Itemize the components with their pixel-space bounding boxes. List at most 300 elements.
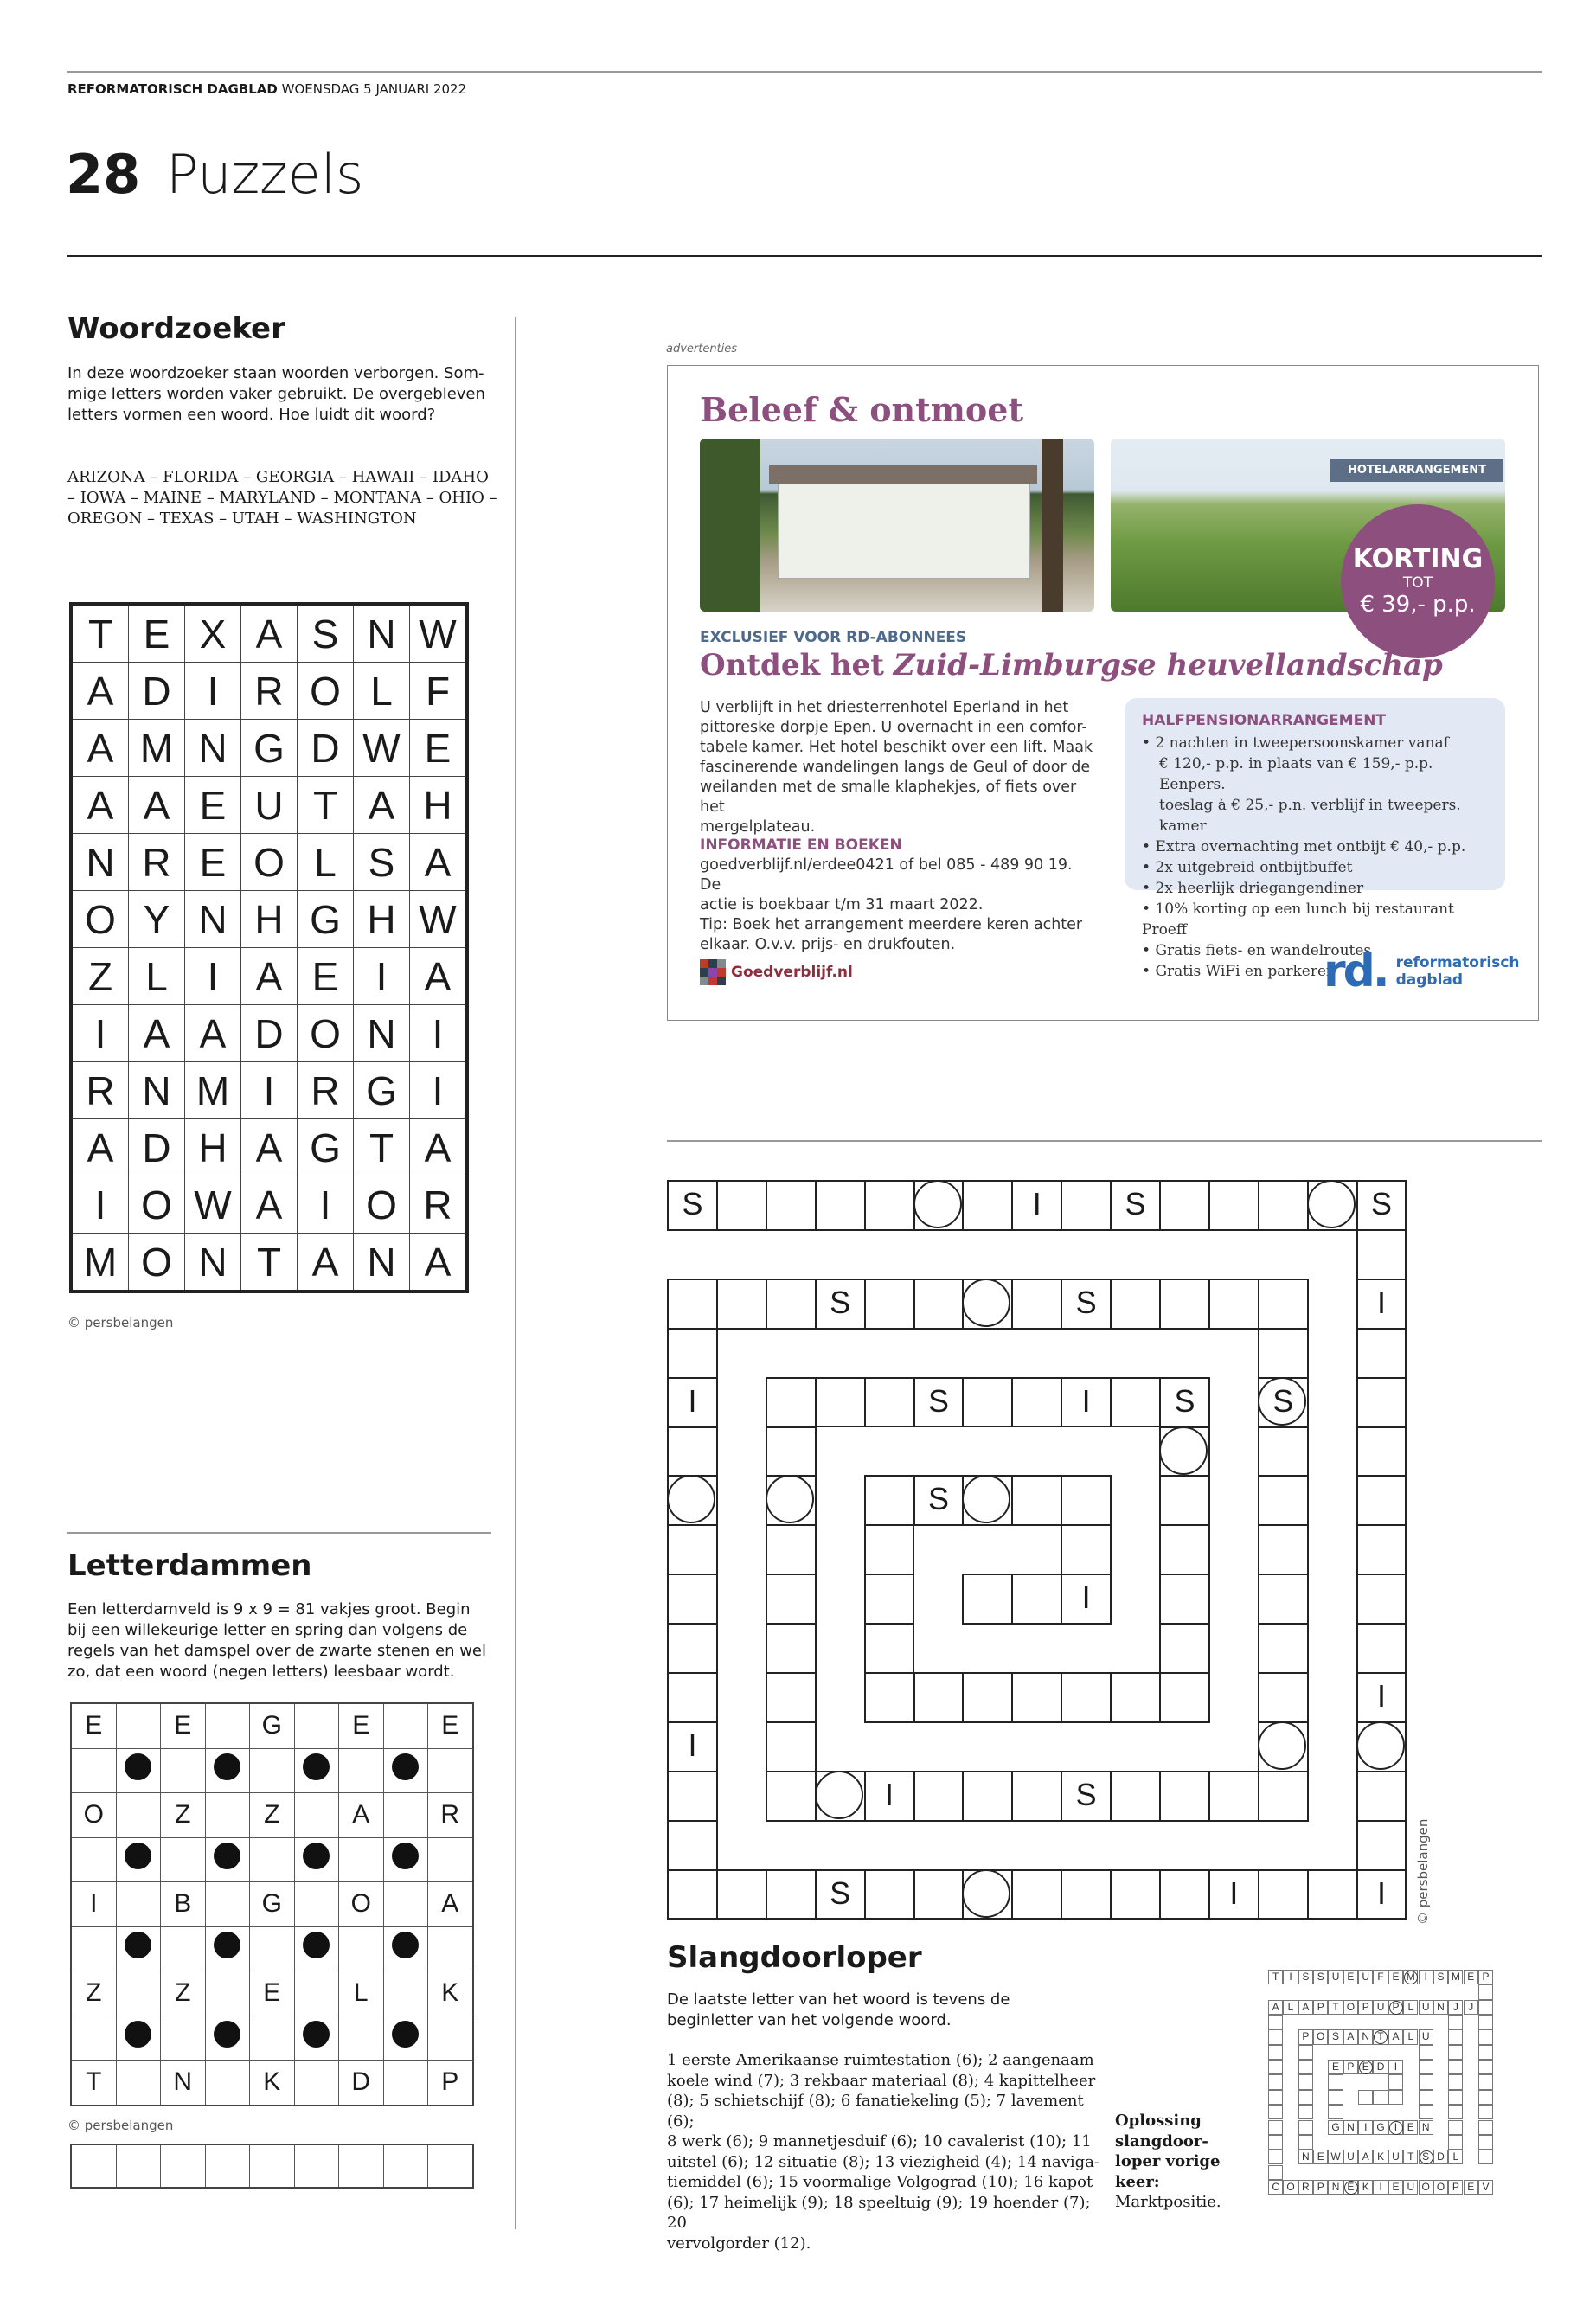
answer-cell[interactable] [71, 2144, 116, 2188]
solution-cell [1268, 2015, 1283, 2029]
snake-cell[interactable]: S [913, 1377, 965, 1428]
solution-cell: P [1313, 2180, 1328, 2195]
snake-cell[interactable]: I [1356, 1279, 1407, 1330]
snake-cell[interactable] [1159, 1771, 1210, 1822]
snake-cell[interactable] [913, 1771, 965, 1822]
snake-cell[interactable]: I [667, 1721, 718, 1772]
grid-cell: R [129, 834, 185, 891]
solution-cell: T [1373, 2029, 1388, 2044]
grid-cell: O [298, 1005, 354, 1062]
snake-cell[interactable]: S [913, 1475, 965, 1526]
snake-cell[interactable] [1258, 1623, 1309, 1674]
grid-cell: I [410, 1062, 468, 1119]
solution-cell: S [1419, 2150, 1433, 2164]
letterdammen-intro: Een letterdamveld is 9 x 9 = 81 vakjes groot. Begin bij een willekeurige letter en spring dan volgens de regels van het damspel over de zwarte stenen en wel zo, dat een woord (negen letters) leesbaar wordt. [67, 1600, 487, 1681]
solution-cell [1298, 2090, 1313, 2105]
grid-cell: Z [161, 1793, 206, 1838]
snake-cell[interactable] [1258, 1721, 1309, 1772]
answer-cell[interactable] [116, 2144, 161, 2188]
snake-cell[interactable]: S [1061, 1771, 1112, 1822]
solution-cell: P [1313, 2000, 1328, 2015]
solution-cell [1478, 2000, 1493, 2015]
snake-cell[interactable] [815, 1377, 866, 1428]
snake-cell[interactable] [667, 1820, 718, 1871]
black-stone [383, 1748, 428, 1793]
snake-cell[interactable] [815, 1771, 866, 1822]
answer-cell[interactable] [428, 2144, 473, 2188]
grid-cell: A [241, 948, 298, 1005]
grid-cell: L [129, 948, 185, 1005]
snake-cell[interactable] [1258, 1279, 1309, 1330]
snake-cell[interactable] [1011, 1574, 1062, 1625]
solution-cell [1268, 2135, 1283, 2150]
grid-cell [161, 2016, 206, 2061]
snake-cell[interactable] [864, 1574, 915, 1625]
grid-cell [294, 1793, 339, 1838]
snake-cell[interactable] [1356, 1328, 1407, 1379]
snake-cell[interactable] [1356, 1574, 1407, 1625]
snake-cell[interactable] [1061, 1180, 1112, 1231]
oplossing-block: Oplossing slangdoor- loper vorige keer: Marktpositie. [1115, 2112, 1221, 2211]
grid-cell: M [129, 720, 185, 777]
grid-cell: A [339, 1793, 384, 1838]
snake-cell[interactable] [913, 1672, 965, 1723]
snake-cell[interactable] [766, 1672, 817, 1723]
snake-cell[interactable] [864, 1869, 915, 1920]
snake-cell[interactable] [667, 1672, 718, 1723]
snake-cell[interactable] [1011, 1672, 1062, 1723]
grid-cell: R [71, 1062, 129, 1119]
snake-cell[interactable] [1159, 1180, 1210, 1231]
snake-cell[interactable] [815, 1180, 866, 1231]
solution-cell: O [1283, 2180, 1298, 2195]
solution-cell: E [1464, 1970, 1478, 1984]
snake-cell[interactable] [1258, 1524, 1309, 1575]
snake-cell[interactable] [1159, 1426, 1210, 1477]
snake-cell[interactable] [1110, 1377, 1161, 1428]
grid-cell: H [241, 891, 298, 948]
rd-logo[interactable]: rd. reformatorisch dagblad [1324, 945, 1520, 997]
stone-icon [303, 2021, 330, 2048]
grid-cell: W [354, 720, 410, 777]
grid-cell [116, 1971, 161, 2016]
snake-cell[interactable] [1061, 1672, 1112, 1723]
snake-cell[interactable]: S [1061, 1279, 1112, 1330]
snake-cell[interactable] [667, 1574, 718, 1625]
stone-icon [392, 2021, 419, 2048]
solution-cell: V [1478, 2180, 1493, 2195]
grid-cell: E [185, 777, 241, 834]
page-number: 28 [66, 143, 141, 206]
ad-headline: Beleef & ontmoet [700, 390, 1024, 429]
solution-cell [1478, 2029, 1493, 2044]
snake-cell[interactable]: S [1356, 1180, 1407, 1231]
stone-icon [125, 1753, 151, 1780]
grid-cell: A [71, 720, 129, 777]
stone-icon [303, 1843, 330, 1869]
snake-cell[interactable] [766, 1524, 817, 1575]
snake-cell[interactable] [667, 1869, 718, 1920]
snake-cell[interactable] [1011, 1279, 1062, 1330]
grid-cell: O [354, 1176, 410, 1234]
grid-cell [71, 1837, 116, 1882]
grid-cell: I [410, 1005, 468, 1062]
solution-cell [1448, 2074, 1463, 2089]
solution-cell: E [1328, 2060, 1343, 2074]
solution-cell [1448, 2135, 1463, 2150]
grid-cell: A [410, 1119, 468, 1176]
solution-cell: G [1328, 2120, 1343, 2135]
grid-cell [428, 1837, 473, 1882]
solution-cell: R [1298, 2180, 1313, 2195]
snake-cell[interactable] [962, 1475, 1013, 1526]
grid-cell: N [354, 1234, 410, 1292]
grid-cell [205, 2061, 250, 2106]
snake-cell[interactable] [1208, 1279, 1259, 1330]
solution-cell: E [1343, 2180, 1358, 2195]
grid-cell: E [71, 1703, 116, 1748]
grid-cell [339, 1926, 384, 1971]
letterdammen-grid [70, 1702, 474, 2106]
snake-cell[interactable] [1208, 1771, 1259, 1822]
solution-cell [1448, 2120, 1463, 2135]
snake-cell[interactable]: I [1356, 1672, 1407, 1723]
snake-cell[interactable] [1258, 1180, 1309, 1231]
solution-cell: P [1298, 2029, 1313, 2044]
grid-cell: N [161, 2061, 206, 2106]
snake-cell[interactable] [1061, 1869, 1112, 1920]
snake-cell[interactable] [766, 1869, 817, 1920]
grid-cell [383, 1971, 428, 2016]
grid-cell: D [129, 1119, 185, 1176]
snake-cell[interactable]: S [1110, 1180, 1161, 1231]
solution-cell [1419, 2105, 1433, 2119]
answer-cell[interactable] [383, 2144, 428, 2188]
snake-cell[interactable] [766, 1180, 817, 1231]
snake-cell[interactable] [1159, 1574, 1210, 1625]
snake-cell[interactable] [1159, 1524, 1210, 1575]
snake-cell[interactable]: S [815, 1279, 866, 1330]
solution-cell [1478, 2150, 1493, 2164]
goedverblijf-logo[interactable]: Goedverblijf.nl [700, 959, 853, 985]
solution-cell [1478, 2105, 1493, 2119]
grid-cell: E [129, 604, 185, 663]
snake-cell[interactable] [766, 1574, 817, 1625]
snake-cell[interactable] [1159, 1279, 1210, 1330]
snake-cell[interactable]: I [1208, 1869, 1259, 1920]
answer-cell[interactable] [294, 2144, 339, 2188]
snake-cell[interactable] [1110, 1869, 1161, 1920]
snake-cell[interactable] [1356, 1524, 1407, 1575]
snake-cell[interactable] [667, 1524, 718, 1575]
black-stone [294, 2016, 339, 2061]
grid-cell [428, 1926, 473, 1971]
grid-cell: I [354, 948, 410, 1005]
newspaper-name: REFORMATORISCH DAGBLAD [67, 81, 278, 97]
grid-cell: I [71, 1176, 129, 1234]
snake-cell[interactable] [716, 1279, 767, 1330]
grid-cell [383, 1793, 428, 1838]
grid-cell [116, 2061, 161, 2106]
black-stone [116, 1926, 161, 1971]
solution-cell: U [1419, 2029, 1433, 2044]
snake-cell[interactable] [1356, 1623, 1407, 1674]
grid-cell: T [71, 604, 129, 663]
grid-cell: A [185, 1005, 241, 1062]
grid-cell: M [185, 1062, 241, 1119]
snake-cell[interactable]: S [1159, 1377, 1210, 1428]
solution-cell [1419, 2090, 1433, 2105]
hotel-photo [700, 439, 1094, 612]
snake-cell[interactable] [667, 1623, 718, 1674]
snake-cell[interactable] [1110, 1672, 1161, 1723]
snake-cell[interactable] [1258, 1672, 1309, 1723]
snake-cell[interactable] [1258, 1475, 1309, 1526]
solution-cell [1448, 2060, 1463, 2074]
solution-cell: I [1419, 1970, 1433, 1984]
snake-cell[interactable]: S [1258, 1377, 1309, 1428]
grid-cell: T [241, 1234, 298, 1292]
snake-cell[interactable] [766, 1623, 817, 1674]
answer-cell[interactable] [250, 2144, 295, 2188]
snake-cell[interactable] [766, 1377, 817, 1428]
grid-cell [250, 1748, 295, 1793]
snake-cell[interactable] [1110, 1279, 1161, 1330]
snake-cell[interactable] [1258, 1574, 1309, 1625]
snake-cell[interactable] [766, 1771, 817, 1822]
snake-cell[interactable] [1110, 1771, 1161, 1822]
snake-cell[interactable] [962, 1672, 1013, 1723]
solution-cell: A [1343, 2029, 1358, 2044]
black-stone [205, 1837, 250, 1882]
solution-cell: N [1419, 2120, 1433, 2135]
grid-cell: L [354, 663, 410, 720]
solution-cell: L [1448, 2150, 1463, 2164]
snake-cell[interactable] [864, 1377, 915, 1428]
hotelarrangement-badge: HOTELARRANGEMENT [1330, 459, 1503, 482]
snake-cell[interactable] [1159, 1623, 1210, 1674]
grid-cell: A [354, 777, 410, 834]
snake-cell[interactable]: I [1061, 1377, 1112, 1428]
snake-cell[interactable] [1258, 1771, 1309, 1822]
solution-cell: E [1388, 1970, 1403, 1984]
snake-cell[interactable] [1159, 1869, 1210, 1920]
snake-cell[interactable] [1061, 1475, 1112, 1526]
grid-cell [250, 1926, 295, 1971]
solution-cell: I [1358, 2120, 1373, 2135]
grid-cell: H [185, 1119, 241, 1176]
snake-cell[interactable] [716, 1869, 767, 1920]
snake-cell[interactable] [962, 1180, 1013, 1231]
solution-cell: N [1343, 2120, 1358, 2135]
snake-cell[interactable] [716, 1180, 767, 1231]
snake-cell[interactable] [1307, 1180, 1358, 1231]
grid-cell: W [410, 891, 468, 948]
snake-cell[interactable] [913, 1279, 965, 1330]
snake-cell[interactable] [1011, 1475, 1062, 1526]
snake-cell[interactable] [1258, 1426, 1309, 1477]
solution-cell: L [1283, 2000, 1298, 2015]
grid-cell: G [250, 1703, 295, 1748]
black-stone [383, 1926, 428, 1971]
section-name: Puzzels [166, 143, 364, 206]
solution-cell: S [1298, 1970, 1313, 1984]
answer-cell[interactable] [161, 2144, 206, 2188]
solution-cell [1478, 2135, 1493, 2150]
ad-body: U verblijft in het driesterrenhotel Eperland in het pittoreske dorpje Epen. U overnacht in een comfor- tabele kamer. Het hotel beschikt over een lift. Maak fascinerende wandelingen langs de Geul of door de weilanden met de smalle klaphekjes, of fiets over het mergelplateau. [700, 699, 1093, 836]
grid-cell: D [339, 2061, 384, 2106]
grid-cell [383, 2061, 428, 2106]
solution-cell: C [1268, 2180, 1283, 2195]
grid-cell: Z [71, 948, 129, 1005]
grid-cell [294, 2061, 339, 2106]
solution-cell: M [1448, 1970, 1463, 1984]
snake-cell[interactable] [667, 1475, 718, 1526]
snake-cell[interactable] [1061, 1524, 1112, 1575]
grid-cell: X [185, 604, 241, 663]
solution-cell: N [1433, 2000, 1448, 2015]
snake-cell[interactable]: I [667, 1377, 718, 1428]
snake-cell[interactable] [864, 1475, 915, 1526]
answer-cell[interactable] [205, 2144, 250, 2188]
solution-cell [1478, 2060, 1493, 2074]
snake-cell[interactable] [1356, 1771, 1407, 1822]
solution-cell: L [1403, 2000, 1418, 2015]
snake-cell[interactable] [1356, 1426, 1407, 1477]
snake-cell[interactable]: S [667, 1180, 718, 1231]
grid-cell: E [410, 720, 468, 777]
grid-cell: A [241, 604, 298, 663]
snake-cell[interactable] [962, 1279, 1013, 1330]
solution-cell: A [1298, 2000, 1313, 2015]
solution-cell [1298, 2045, 1313, 2060]
grid-cell: Z [71, 1971, 116, 2016]
snake-cell[interactable] [1356, 1820, 1407, 1871]
snake-cell[interactable] [864, 1524, 915, 1575]
grid-cell: N [354, 604, 410, 663]
solution-cell [1478, 2090, 1493, 2105]
solution-cell: A [1358, 2150, 1373, 2164]
grid-cell: O [71, 1793, 116, 1838]
snake-cell[interactable] [766, 1475, 817, 1526]
solution-cell: A [1388, 2029, 1403, 2044]
snake-cell[interactable] [1011, 1869, 1062, 1920]
grid-cell: D [298, 720, 354, 777]
grid-cell: T [71, 2061, 116, 2106]
stone-icon [125, 1932, 151, 1958]
grid-cell: O [129, 1234, 185, 1292]
grid-cell: K [428, 1971, 473, 2016]
snake-cell[interactable] [1159, 1475, 1210, 1526]
snake-cell[interactable] [667, 1279, 718, 1330]
snake-cell[interactable] [962, 1869, 1013, 1920]
grid-cell: A [71, 777, 129, 834]
solution-cell: L [1403, 2029, 1418, 2044]
grid-cell [116, 1793, 161, 1838]
snake-cell[interactable] [1011, 1377, 1062, 1428]
solution-cell: P [1358, 2000, 1373, 2015]
snake-cell[interactable] [962, 1771, 1013, 1822]
snake-cell[interactable] [766, 1721, 817, 1772]
grid-cell [71, 1748, 116, 1793]
snake-cell[interactable] [864, 1279, 915, 1330]
snake-cell[interactable] [1356, 1721, 1407, 1772]
solution-cell: T [1268, 1970, 1283, 1984]
snake-cell[interactable] [766, 1279, 817, 1330]
snake-cell[interactable] [864, 1623, 915, 1674]
black-stone [383, 1837, 428, 1882]
snake-cell[interactable] [1011, 1771, 1062, 1822]
solution-cell: P [1388, 2000, 1403, 2015]
grid-cell: A [410, 948, 468, 1005]
grid-cell: F [410, 663, 468, 720]
solution-cell: W [1328, 2150, 1343, 2164]
snake-cell[interactable] [1307, 1869, 1358, 1920]
solution-cell [1268, 2105, 1283, 2119]
advertisement[interactable] [667, 365, 1539, 1021]
snake-cell[interactable] [1159, 1672, 1210, 1723]
snake-cell[interactable] [962, 1377, 1013, 1428]
snake-cell[interactable] [1208, 1180, 1259, 1231]
solution-cell [1298, 2120, 1313, 2135]
solution-cell [1328, 2074, 1343, 2089]
snake-cell[interactable] [667, 1771, 718, 1822]
snake-cell[interactable] [913, 1180, 965, 1231]
grid-cell [339, 2016, 384, 2061]
solution-cell [1268, 2150, 1283, 2164]
stone-icon [214, 2021, 240, 2048]
snake-cell[interactable] [766, 1426, 817, 1477]
snake-cell[interactable] [913, 1869, 965, 1920]
woordzoeker-title: Woordzoeker [67, 311, 285, 346]
black-stone [383, 2016, 428, 2061]
snake-cell[interactable] [1258, 1869, 1309, 1920]
grid-cell: A [129, 777, 185, 834]
halfpension-title: HALFPENSIONARRANGEMENT [1142, 712, 1387, 729]
snake-cell[interactable]: I [1011, 1180, 1062, 1231]
snake-cell[interactable]: S [815, 1869, 866, 1920]
solution-cell [1448, 2090, 1463, 2105]
snake-cell[interactable] [667, 1328, 718, 1379]
solution-cell [1419, 2060, 1433, 2074]
snake-cell[interactable]: I [864, 1771, 915, 1822]
snake-cell[interactable]: I [1061, 1574, 1112, 1625]
slangdoorloper-credit: © persbelangen [1415, 1818, 1431, 1925]
page-title [66, 143, 363, 207]
solution-cell: U [1328, 1970, 1343, 1984]
snake-cell[interactable] [1356, 1475, 1407, 1526]
oplossing-answer: Marktpositie. [1115, 2193, 1221, 2211]
snake-cell[interactable] [1356, 1377, 1407, 1428]
snake-cell[interactable] [962, 1574, 1013, 1625]
grid-cell: Z [161, 1971, 206, 2016]
snake-cell[interactable] [864, 1180, 915, 1231]
solution-cell: T [1328, 2000, 1343, 2015]
snake-cell[interactable] [1356, 1229, 1407, 1280]
snake-cell[interactable] [667, 1426, 718, 1477]
grid-cell [294, 1971, 339, 2016]
grid-cell: N [129, 1062, 185, 1119]
grid-cell [339, 1748, 384, 1793]
solution-cell: E [1464, 2180, 1478, 2195]
korting-circle: KORTING TOT € 39,- p.p. [1341, 504, 1495, 658]
snake-cell[interactable] [864, 1672, 915, 1723]
snake-cell[interactable]: I [1356, 1869, 1407, 1920]
answer-cell[interactable] [339, 2144, 384, 2188]
snake-cell[interactable] [1258, 1328, 1309, 1379]
grid-cell [428, 2016, 473, 2061]
grid-cell: R [410, 1176, 468, 1234]
